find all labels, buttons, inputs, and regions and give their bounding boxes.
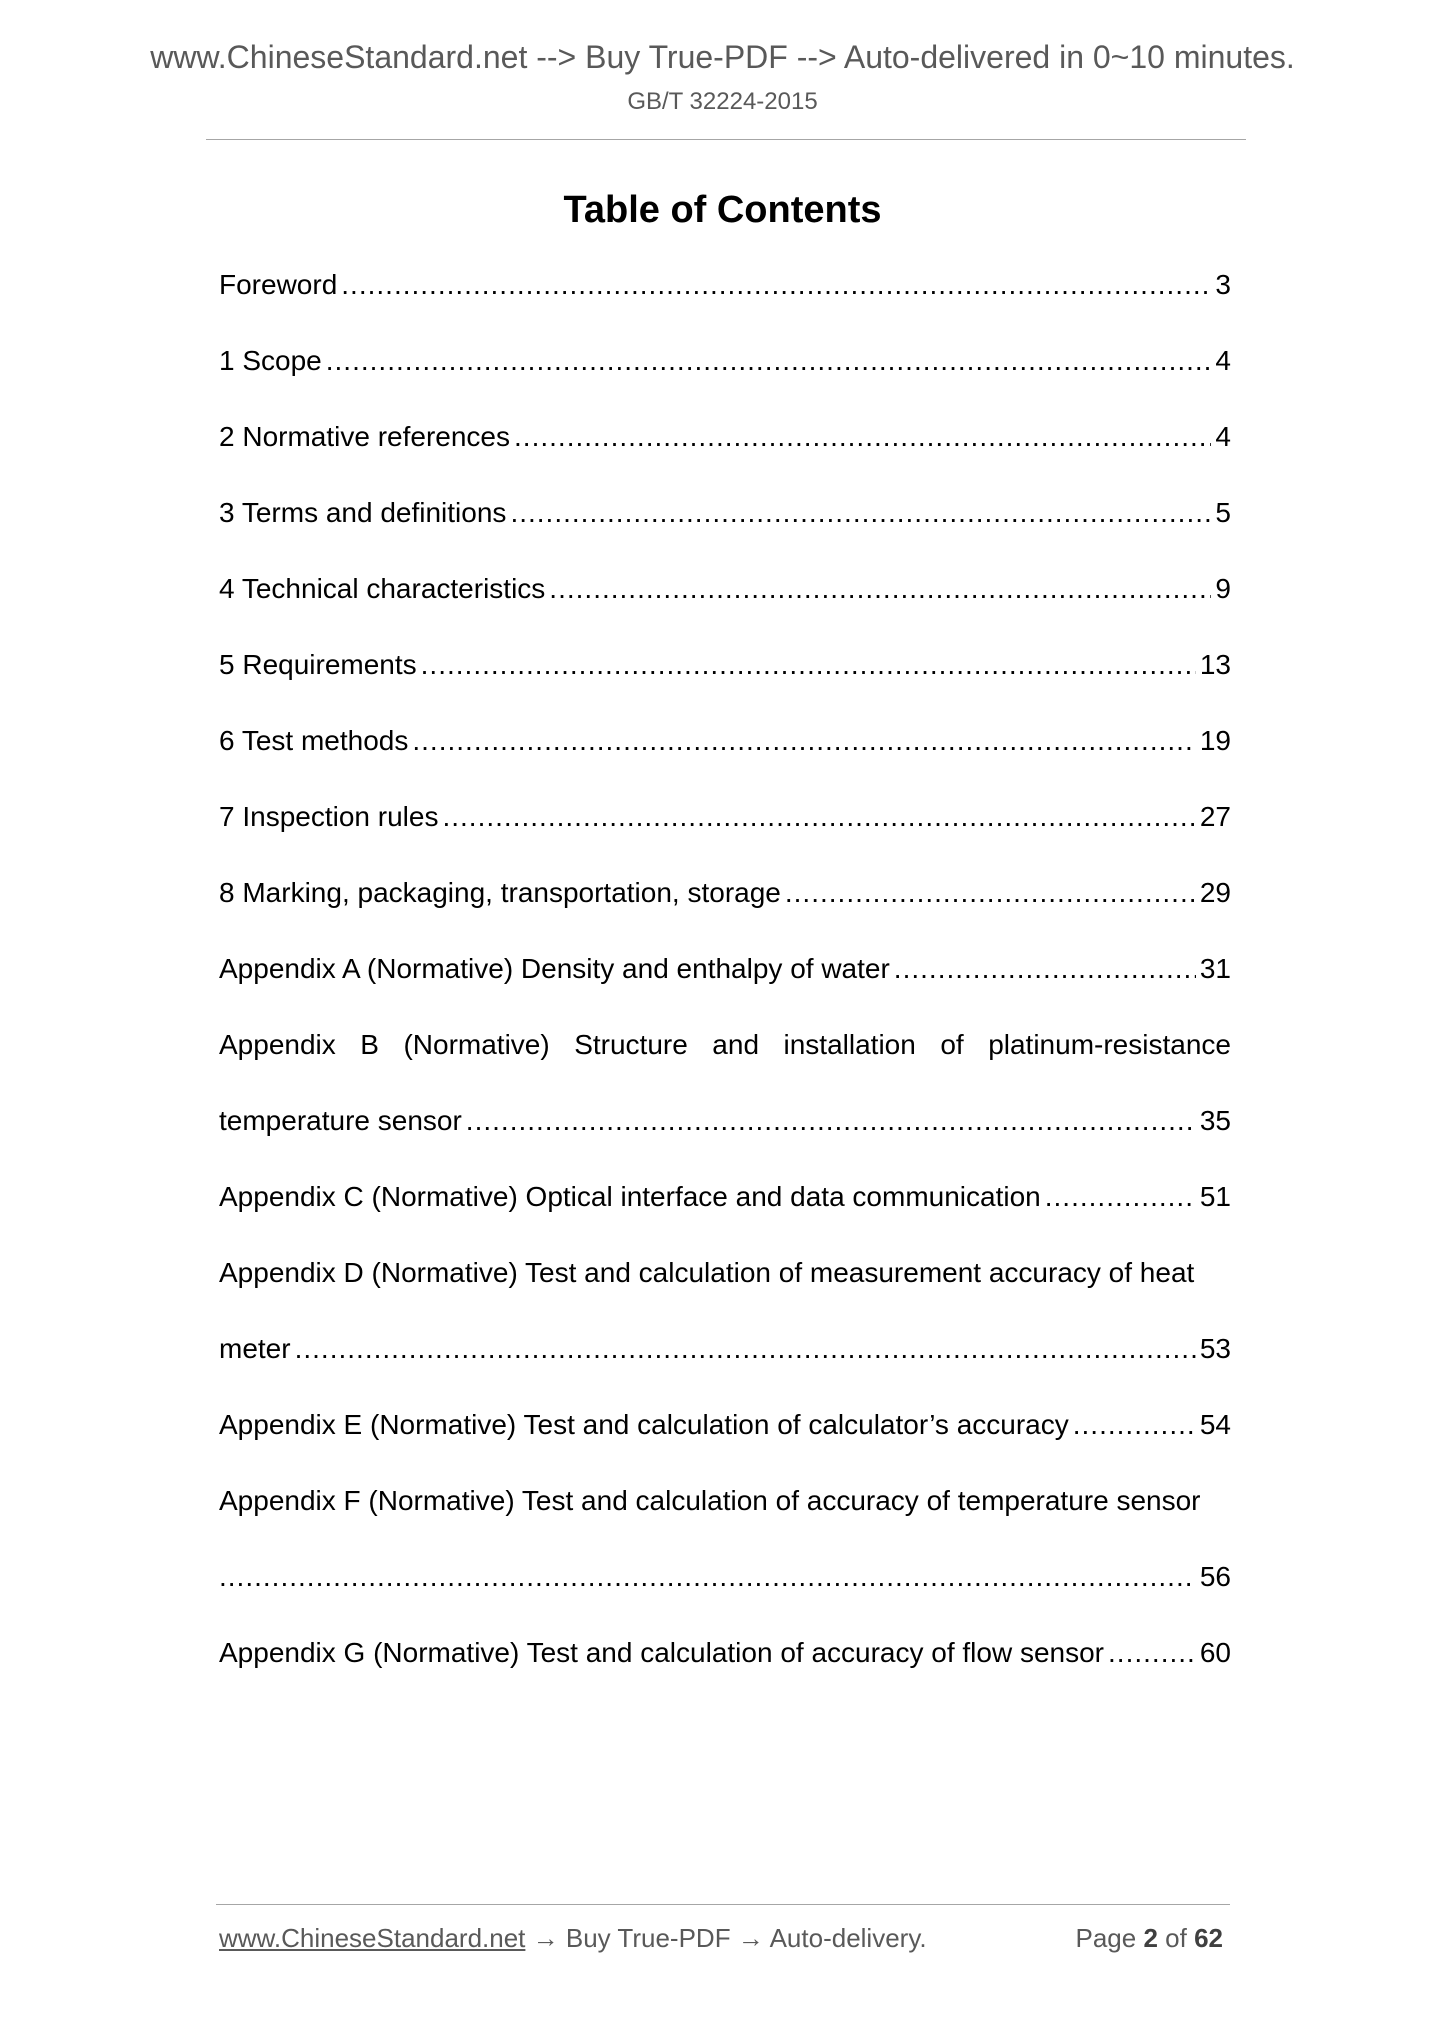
toc-leader-dots (219, 1557, 1196, 1597)
toc-entry-appendix-f-line1[interactable] (219, 1481, 1231, 1557)
toc-word: of (940, 1029, 964, 1060)
toc-entry-marking-packaging[interactable] (219, 873, 1231, 949)
toc-entry-page: 9 (1215, 573, 1231, 604)
toc-leader-dots (549, 569, 1211, 609)
toc-leader-dots (442, 797, 1195, 837)
toc-entry-label: 6 Test methods (219, 725, 409, 756)
page-current: 2 (1143, 1923, 1158, 1953)
toc-leader-dots (295, 1329, 1196, 1369)
toc-entry-page: 35 (1199, 1105, 1231, 1136)
toc-entry-requirements[interactable] (219, 645, 1231, 721)
toc-word: Appendix (219, 1029, 336, 1060)
toc-entry-scope[interactable] (219, 341, 1231, 417)
toc-word: (Normative) (403, 1029, 550, 1060)
toc-entry-label: temperature sensor (219, 1105, 462, 1136)
page-total: 62 (1194, 1923, 1223, 1953)
toc-word: Structure (574, 1029, 688, 1060)
toc-entry-label: Appendix F (Normative) Test and calculation of accuracy of temperature sensor (219, 1485, 1201, 1516)
toc-title: Table of Contents (563, 189, 882, 231)
toc-entry-appendix-d-line2[interactable] (219, 1329, 1231, 1405)
footer-tagline: → Buy True-PDF → Auto-delivery. (532, 1923, 927, 1953)
toc-leader-dots (326, 341, 1212, 381)
toc-entry-label: Appendix G (Normative) Test and calculation of accuracy of flow sensor (219, 1637, 1105, 1668)
toc-entry-label: meter (219, 1333, 291, 1364)
toc-entry-page: 13 (1199, 649, 1231, 680)
toc-entry-label: 2 Normative references (219, 421, 511, 452)
toc-entry-inspection-rules[interactable] (219, 797, 1231, 873)
toc-entry-page: 3 (1215, 269, 1231, 300)
toc-leader-dots (514, 417, 1211, 457)
header-banner: www.ChineseStandard.net --> Buy True-PDF --> Auto-delivered in 0~10 minutes. (150, 39, 1295, 75)
toc-entry-page: 53 (1199, 1333, 1231, 1364)
toc-leader-dots (1073, 1405, 1196, 1445)
toc-entry-foreword[interactable] (219, 265, 1231, 341)
toc-leader-dots (466, 1101, 1196, 1141)
toc-entry-page: 51 (1199, 1181, 1231, 1212)
toc-entry-appendix-e[interactable] (219, 1405, 1231, 1481)
toc-entry-page: 56 (1199, 1561, 1231, 1592)
footer-site-link[interactable]: www.ChineseStandard.net (219, 1923, 526, 1953)
page-word: Page (1075, 1923, 1137, 1953)
toc-leader-dots (785, 873, 1196, 913)
toc-entry-label: Foreword (219, 269, 338, 300)
toc-leader-dots (894, 949, 1196, 989)
footer-divider (216, 1904, 1230, 1905)
toc-entry-page: 27 (1199, 801, 1231, 832)
toc-entry-label: 8 Marking, packaging, transportation, storage (219, 877, 781, 908)
toc-entry-label: 4 Technical characteristics (219, 573, 546, 604)
toc-leader-dots (412, 721, 1195, 761)
toc-entry-appendix-b-line1[interactable] (219, 1025, 1231, 1101)
toc-leader-dots (1045, 1177, 1196, 1217)
toc-entry-normative-references[interactable] (219, 417, 1231, 493)
toc-leader-dots (421, 645, 1196, 685)
toc-entry-page: 4 (1215, 345, 1231, 376)
toc-entry-page: 19 (1199, 725, 1231, 756)
toc-entry-label: 5 Requirements (219, 649, 417, 680)
header-divider (206, 139, 1246, 140)
toc-entry-appendix-f-line2[interactable] (219, 1557, 1231, 1633)
toc-entry-page: 31 (1199, 953, 1231, 984)
toc-entry-page: 60 (1199, 1637, 1231, 1668)
toc-leader-dots (510, 493, 1211, 533)
standard-number: GB/T 32224-2015 (627, 88, 818, 115)
toc-entry-label: 1 Scope (219, 345, 322, 376)
page-indicator (1075, 1922, 1223, 1956)
of-word: of (1165, 1923, 1187, 1953)
toc-leader-dots (341, 265, 1211, 305)
toc-entry-label: 3 Terms and definitions (219, 497, 507, 528)
toc-entry-label: Appendix C (Normative) Optical interface and data communication (219, 1181, 1041, 1212)
toc-entry-technical-characteristics[interactable] (219, 569, 1231, 645)
toc-word: installation (783, 1029, 916, 1060)
toc-entry-appendix-a[interactable] (219, 949, 1231, 1025)
toc-entry-appendix-d-line1[interactable] (219, 1253, 1231, 1329)
footer-left (219, 1922, 927, 1956)
toc-word: and (712, 1029, 760, 1060)
toc-entry-page: 4 (1215, 421, 1231, 452)
toc-word: B (360, 1029, 379, 1060)
toc-entry-label: Appendix D (Normative) Test and calculation of measurement accuracy of heat (219, 1257, 1195, 1288)
toc-entry-appendix-b-line2[interactable] (219, 1101, 1231, 1177)
toc-list (219, 265, 1231, 1709)
toc-entry-appendix-c[interactable] (219, 1177, 1231, 1253)
toc-entry-test-methods[interactable] (219, 721, 1231, 797)
toc-entry-page: 29 (1199, 877, 1231, 908)
toc-entry-label: Appendix A (Normative) Density and enthalpy of water (219, 953, 890, 984)
toc-entry-page: 5 (1215, 497, 1231, 528)
toc-entry-appendix-g[interactable] (219, 1633, 1231, 1709)
toc-leader-dots (1108, 1633, 1196, 1673)
toc-entry-label: 7 Inspection rules (219, 801, 439, 832)
toc-entry-terms-definitions[interactable] (219, 493, 1231, 569)
toc-word: platinum-resistance (988, 1029, 1231, 1060)
toc-entry-label: Appendix E (Normative) Test and calculation of calculator’s accuracy (219, 1409, 1069, 1440)
toc-entry-page: 54 (1199, 1409, 1231, 1440)
